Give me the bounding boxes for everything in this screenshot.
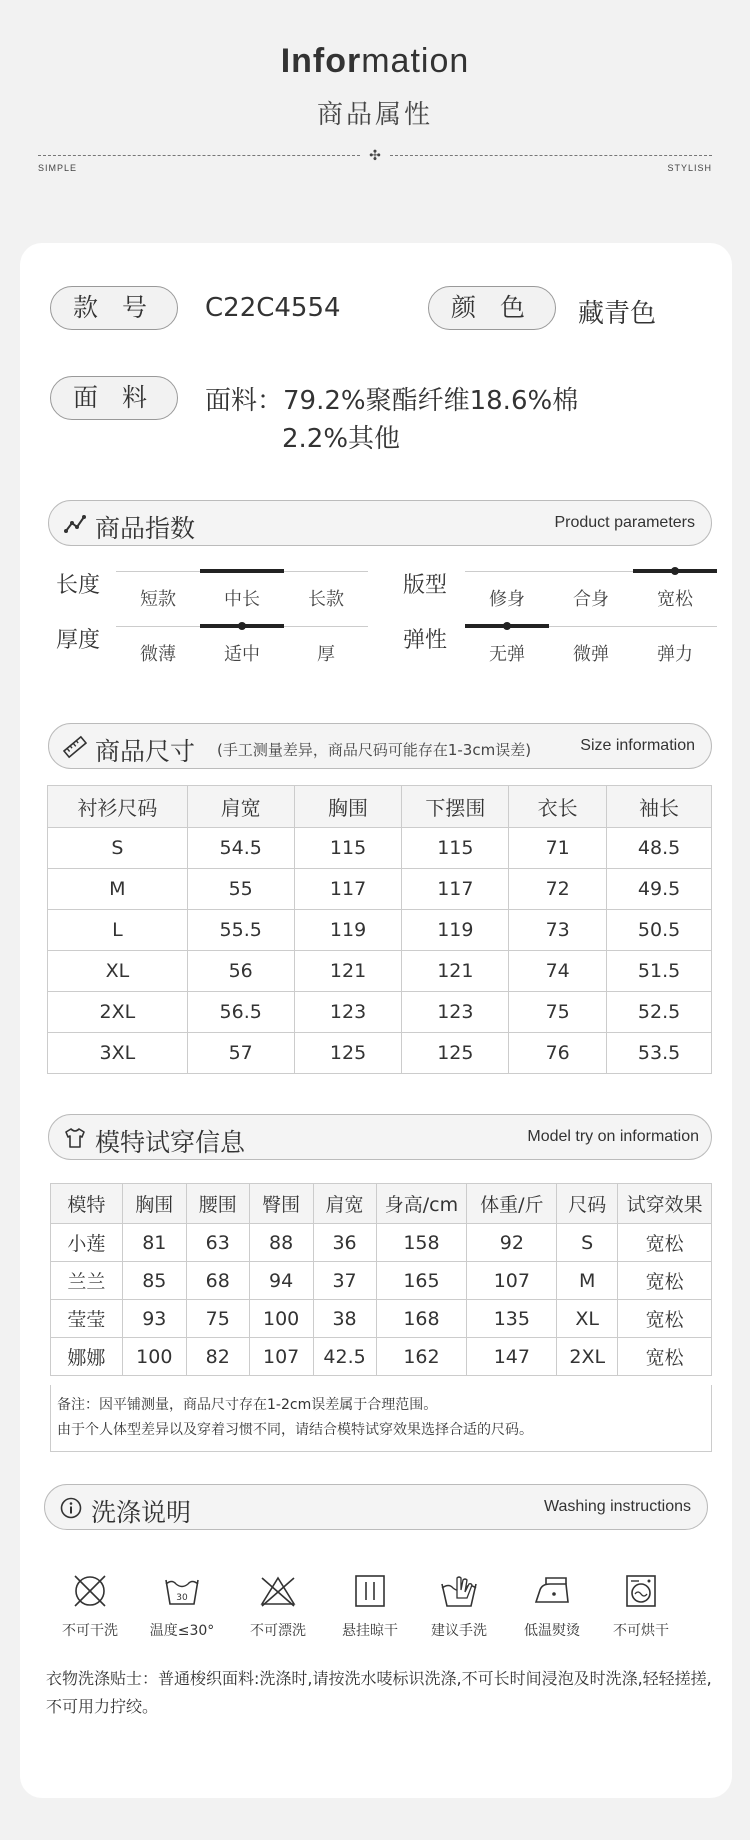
ruler-icon <box>63 735 87 759</box>
model-en-title: Model try on information <box>527 1128 699 1145</box>
model-table <box>50 1183 712 1376</box>
size-cell: 49.5 <box>607 869 712 910</box>
model-cell: 75 <box>186 1300 249 1338</box>
hand-wash-icon <box>439 1572 479 1610</box>
size-cell: 123 <box>402 992 509 1033</box>
size-cell: 76 <box>509 1033 607 1074</box>
model-cell: 88 <box>249 1224 313 1262</box>
title-bold: Infor <box>280 42 362 80</box>
size-cell: 119 <box>402 910 509 951</box>
size-cell: 119 <box>294 910 402 951</box>
size-en-title: Size information <box>580 737 695 754</box>
wash-item <box>332 1572 408 1640</box>
table-row <box>48 869 712 910</box>
elasticity-option: 微弹 <box>573 644 609 665</box>
table-row <box>51 1338 712 1376</box>
wash-label: 温度≤30° <box>149 1623 215 1639</box>
model-cell: 兰兰 <box>51 1262 123 1300</box>
wash-label: 低温熨烫 <box>524 1623 580 1639</box>
cross-ornament-icon: ✣ <box>369 148 381 164</box>
washing-tips: 衣物洗涤贴士：普通梭织面料:洗涤时,请按洗水唛标识洗涤,不可长时间浸泡及时洗涤,轻轻搓搓,不可用力拧绞。 <box>46 1669 712 1716</box>
size-cell: 52.5 <box>607 992 712 1033</box>
size-cell: 121 <box>402 951 509 992</box>
fit-scale <box>465 571 717 611</box>
stylish-tag: STYLISH <box>667 163 712 173</box>
size-cell: 121 <box>294 951 402 992</box>
size-header-cell: 胸围 <box>294 786 402 828</box>
divider-left <box>38 155 360 156</box>
model-cell: 宽松 <box>618 1262 712 1300</box>
thickness-selected-dot <box>238 622 246 630</box>
model-cell: 2XL <box>557 1338 618 1376</box>
size-cell: XL <box>48 951 188 992</box>
size-cell: M <box>48 869 188 910</box>
table-row <box>48 951 712 992</box>
size-cell: 74 <box>509 951 607 992</box>
model-header-cell: 臀围 <box>249 1184 313 1224</box>
wash-item <box>240 1572 316 1640</box>
size-cell: 123 <box>294 992 402 1033</box>
size-cell: 51.5 <box>607 951 712 992</box>
size-cell: 3XL <box>48 1033 188 1074</box>
model-cell: 135 <box>467 1300 557 1338</box>
wash-30-icon <box>162 1572 202 1610</box>
length-selected-bar <box>200 569 284 573</box>
fit-label: 版型 <box>403 573 448 598</box>
model-header-cell: 尺码 <box>557 1184 618 1224</box>
color-pill: 颜 色 <box>428 286 556 330</box>
size-cell: 73 <box>509 910 607 951</box>
elasticity-label: 弹性 <box>403 628 448 653</box>
params-section-bar <box>48 500 712 546</box>
model-cell: 宽松 <box>618 1338 712 1376</box>
low-iron-icon <box>532 1572 572 1610</box>
model-cell: 107 <box>467 1262 557 1300</box>
size-header-cell: 衣长 <box>509 786 607 828</box>
size-cell: 50.5 <box>607 910 712 951</box>
wash-temp: 30 <box>176 1593 188 1603</box>
style-no-pill: 款 号 <box>50 286 178 330</box>
size-cell: 72 <box>509 869 607 910</box>
size-cell: 54.5 <box>187 828 294 869</box>
wash-item <box>144 1572 220 1640</box>
size-cell: 57 <box>187 1033 294 1074</box>
table-row <box>51 1300 712 1338</box>
wash-en-title: Washing instructions <box>543 1498 691 1515</box>
model-cell: 92 <box>467 1224 557 1262</box>
color-value: 藏青色 <box>578 299 657 329</box>
size-title: 商品尺寸 <box>95 737 196 766</box>
style-no-value: C22C4554 <box>205 293 341 323</box>
model-table-header <box>51 1184 712 1224</box>
model-cell: 85 <box>122 1262 186 1300</box>
model-cell: 147 <box>467 1338 557 1376</box>
size-cell: 2XL <box>48 992 188 1033</box>
model-cell: 63 <box>186 1224 249 1262</box>
fabric-value-line1: 面料：79.2%聚酯纤维18.6%棉 <box>205 386 579 416</box>
model-cell: 165 <box>376 1262 467 1300</box>
size-cell: 55 <box>187 869 294 910</box>
shirt-icon <box>63 1126 87 1150</box>
model-cell: 42.5 <box>313 1338 376 1376</box>
thickness-scale <box>116 626 368 666</box>
wash-title: 洗涤说明 <box>91 1498 192 1527</box>
model-cell: XL <box>557 1300 618 1338</box>
thickness-option: 微薄 <box>140 644 176 665</box>
model-remarks <box>50 1385 712 1452</box>
size-cell: 115 <box>402 828 509 869</box>
model-cell: 宽松 <box>618 1224 712 1262</box>
thickness-option: 适中 <box>224 644 260 665</box>
length-label: 长度 <box>56 573 101 598</box>
table-row <box>51 1224 712 1262</box>
wash-item <box>603 1572 679 1640</box>
size-header-cell: 下摆围 <box>402 786 509 828</box>
model-cell: 94 <box>249 1262 313 1300</box>
size-cell: 56.5 <box>187 992 294 1033</box>
model-header-cell: 胸围 <box>122 1184 186 1224</box>
size-section-bar <box>48 723 712 769</box>
wash-item <box>514 1572 590 1640</box>
wash-item <box>52 1572 128 1640</box>
params-title: 商品指数 <box>95 514 196 543</box>
elasticity-scale <box>465 626 717 666</box>
fit-option: 修身 <box>489 589 525 610</box>
remark-line: 由于个人体型差异以及穿着习惯不同，请结合模特试穿效果选择合适的尺码。 <box>57 1422 533 1438</box>
model-cell: 莹莹 <box>51 1300 123 1338</box>
wash-label: 建议手洗 <box>431 1623 487 1639</box>
model-cell: 娜娜 <box>51 1338 123 1376</box>
model-section-bar <box>48 1114 712 1160</box>
size-table-header <box>48 786 712 828</box>
model-header-cell: 模特 <box>51 1184 123 1224</box>
elasticity-option: 弹力 <box>657 644 693 665</box>
size-cell: S <box>48 828 188 869</box>
model-cell: 37 <box>313 1262 376 1300</box>
size-header-cell: 袖长 <box>607 786 712 828</box>
model-cell: 162 <box>376 1338 467 1376</box>
length-option: 长款 <box>308 589 344 610</box>
size-cell: 71 <box>509 828 607 869</box>
model-cell: 82 <box>186 1338 249 1376</box>
model-header-cell: 身高/cm <box>376 1184 467 1224</box>
fabric-value-line2: 2.2%其他 <box>282 424 401 454</box>
model-cell: 38 <box>313 1300 376 1338</box>
length-option: 短款 <box>140 589 176 610</box>
size-note: (手工测量差异，商品尺码可能存在1-3cm误差) <box>217 741 532 759</box>
size-table <box>47 785 712 1074</box>
simple-tag: SIMPLE <box>38 163 78 173</box>
model-cell: 158 <box>376 1224 467 1262</box>
model-cell: S <box>557 1224 618 1262</box>
model-cell: 81 <box>122 1224 186 1262</box>
fit-selected-dot <box>671 567 679 575</box>
length-option: 中长 <box>224 589 260 610</box>
length-scale <box>116 571 368 611</box>
wash-label: 不可干洗 <box>62 1623 118 1639</box>
size-cell: 125 <box>402 1033 509 1074</box>
wash-label: 不可烘干 <box>613 1623 669 1639</box>
table-row <box>48 992 712 1033</box>
model-header-cell: 腰围 <box>186 1184 249 1224</box>
model-cell: 宽松 <box>618 1300 712 1338</box>
model-cell: 168 <box>376 1300 467 1338</box>
model-cell: M <box>557 1262 618 1300</box>
no-bleach-icon <box>258 1572 298 1610</box>
title-rest: mation <box>361 42 470 80</box>
model-cell: 小莲 <box>51 1224 123 1262</box>
divider-right <box>390 155 712 156</box>
size-cell: 56 <box>187 951 294 992</box>
model-cell: 100 <box>122 1338 186 1376</box>
model-cell: 68 <box>186 1262 249 1300</box>
model-cell: 100 <box>249 1300 313 1338</box>
size-cell: 117 <box>294 869 402 910</box>
wash-section-bar <box>44 1484 708 1530</box>
hang-dry-icon <box>350 1572 390 1610</box>
wash-item <box>421 1572 497 1640</box>
info-icon <box>59 1496 83 1520</box>
model-header-cell: 肩宽 <box>313 1184 376 1224</box>
size-header-cell: 衬衫尺码 <box>48 786 188 828</box>
model-header-cell: 体重/斤 <box>467 1184 557 1224</box>
wash-label: 悬挂晾干 <box>342 1623 398 1639</box>
size-cell: 75 <box>509 992 607 1033</box>
page-subtitle: 商品属性 <box>316 100 433 130</box>
size-cell: L <box>48 910 188 951</box>
size-header-cell: 肩宽 <box>187 786 294 828</box>
size-cell: 53.5 <box>607 1033 712 1074</box>
fit-option: 合身 <box>573 589 609 610</box>
size-cell: 115 <box>294 828 402 869</box>
table-row <box>51 1262 712 1300</box>
table-row <box>48 828 712 869</box>
fit-option: 宽松 <box>657 589 693 610</box>
elasticity-option: 无弹 <box>489 644 525 665</box>
page-title <box>0 42 750 81</box>
trend-icon <box>63 512 87 536</box>
thickness-label: 厚度 <box>56 628 101 653</box>
table-row <box>48 910 712 951</box>
remark-line: 备注：因平铺测量，商品尺寸存在1-2cm误差属于合理范围。 <box>57 1397 438 1413</box>
fabric-pill: 面 料 <box>50 376 178 420</box>
size-cell: 48.5 <box>607 828 712 869</box>
params-en-title: Product parameters <box>554 514 695 531</box>
size-cell: 117 <box>402 869 509 910</box>
model-cell: 93 <box>122 1300 186 1338</box>
table-row <box>48 1033 712 1074</box>
model-title: 模特试穿信息 <box>95 1128 246 1157</box>
size-cell: 125 <box>294 1033 402 1074</box>
elasticity-selected-dot <box>503 622 511 630</box>
wash-label: 不可漂洗 <box>250 1623 306 1639</box>
model-cell: 107 <box>249 1338 313 1376</box>
model-header-cell: 试穿效果 <box>618 1184 712 1224</box>
no-tumble-dry-icon <box>621 1572 661 1610</box>
thickness-option: 厚 <box>317 644 335 665</box>
model-cell: 36 <box>313 1224 376 1262</box>
size-cell: 55.5 <box>187 910 294 951</box>
no-dry-clean-icon <box>70 1572 110 1610</box>
